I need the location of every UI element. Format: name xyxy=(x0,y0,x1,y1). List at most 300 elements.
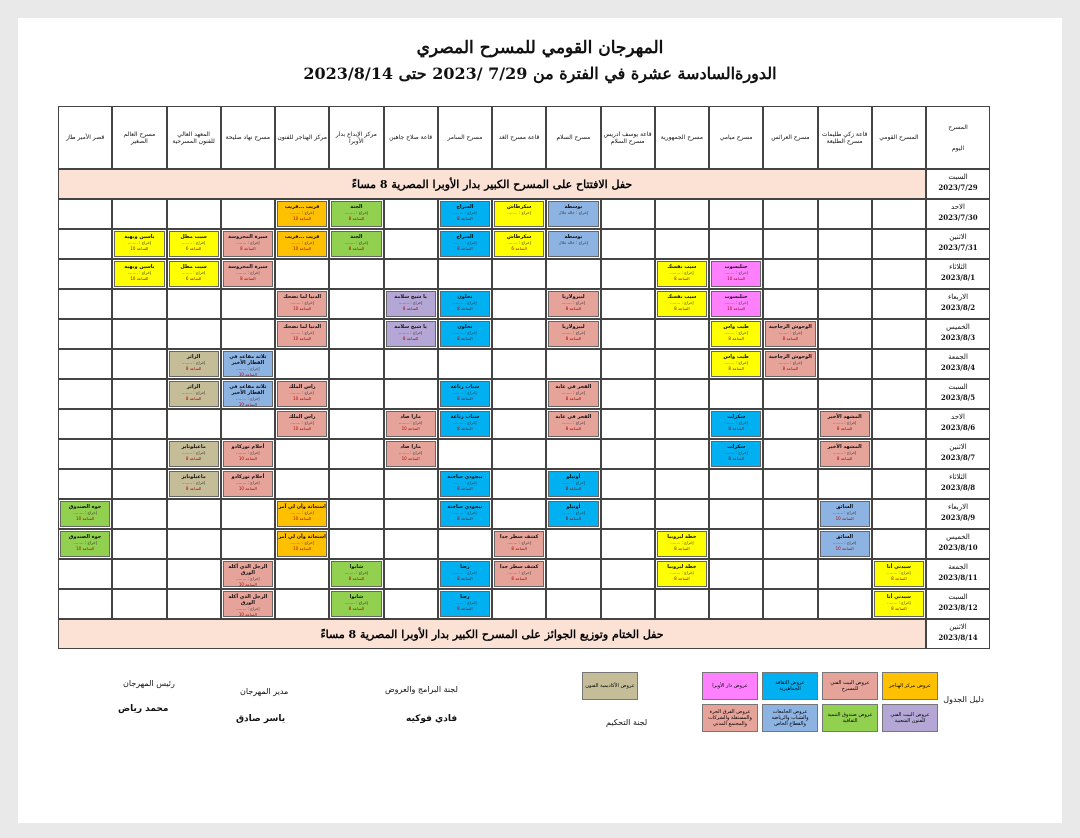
performance-director: إخراج : ........ xyxy=(453,570,477,575)
performance-time: الساعة 10 xyxy=(238,582,257,587)
empty-cell xyxy=(546,439,600,469)
performance-time: الساعة 8 xyxy=(782,336,799,341)
performance-cell xyxy=(548,201,598,227)
performance-cell xyxy=(711,321,761,347)
empty-cell xyxy=(709,499,763,529)
performance-time: الساعة 10 xyxy=(76,546,95,551)
empty-cell xyxy=(818,229,872,259)
empty-cell xyxy=(601,379,655,409)
performance-title: ماغيلونايز xyxy=(181,474,206,480)
president-name: محمد رياض xyxy=(118,704,169,714)
day-date: 2023/8/10 xyxy=(938,543,978,552)
performance-title: سيدتي أنا xyxy=(886,564,911,570)
performance-cell xyxy=(494,561,544,587)
performance-title: سكرطاش xyxy=(506,204,532,210)
performance-director: إخراج : ........ xyxy=(832,420,857,425)
performance-cell xyxy=(440,501,490,527)
empty-cell xyxy=(112,319,166,349)
performance-time: الساعة 8 xyxy=(565,426,582,431)
performance-time: الساعة 10 xyxy=(293,516,312,521)
day-name: الجمعة xyxy=(948,353,968,361)
performance-time: الساعة 8 xyxy=(457,246,473,251)
performance-time: الساعة 10 xyxy=(130,246,149,251)
performance-title: سناب رتاعة xyxy=(450,414,480,420)
empty-cell xyxy=(492,439,546,469)
empty-cell xyxy=(167,559,221,589)
venue-header: مركز الإبداع بدار الأوبرا xyxy=(329,106,383,169)
empty-cell xyxy=(492,379,546,409)
empty-cell xyxy=(546,589,600,619)
day-cell xyxy=(926,319,990,349)
performance-time: الساعة 8 xyxy=(185,366,202,371)
empty-cell xyxy=(872,349,926,379)
corner-venue-label: المسرح xyxy=(948,123,968,131)
day-name: الخميس xyxy=(946,323,970,331)
empty-cell xyxy=(872,379,926,409)
empty-cell xyxy=(709,199,763,229)
performance-director: إخراج : ........ xyxy=(127,240,152,245)
day-name: الاثنين xyxy=(949,443,967,451)
legend-item: عروض الجامعات والشباب والرياضة والقطاع الخاص xyxy=(762,704,818,732)
empty-cell xyxy=(709,529,763,559)
performance-cell xyxy=(548,321,598,347)
performance-cell xyxy=(386,411,436,437)
empty-cell xyxy=(763,589,817,619)
day-cell xyxy=(926,199,990,229)
empty-cell xyxy=(384,589,438,619)
performance-cell xyxy=(277,501,327,527)
performance-title: خطة ليروبيا xyxy=(667,564,697,570)
empty-cell xyxy=(275,559,329,589)
empty-cell xyxy=(167,499,221,529)
empty-cell xyxy=(818,589,872,619)
empty-cell xyxy=(601,499,655,529)
performance-title: سناب رتاعة xyxy=(450,384,480,390)
performance-time: الساعة 8 xyxy=(457,606,473,611)
performance-time: الساعة 10 xyxy=(293,246,312,251)
performance-director: إخراج : ........ xyxy=(290,540,314,545)
empty-cell xyxy=(384,199,438,229)
empty-cell xyxy=(601,199,655,229)
empty-cell xyxy=(763,499,817,529)
performance-cell xyxy=(223,381,273,407)
day-date: 2023/8/2 xyxy=(940,303,976,312)
empty-cell xyxy=(112,589,166,619)
day-cell xyxy=(926,349,990,379)
empty-cell xyxy=(221,289,275,319)
performance-title: بيجودي ساخنة xyxy=(447,474,483,480)
performance-cell xyxy=(223,261,273,287)
performance-director: إخراج : ........ xyxy=(398,300,423,305)
performance-time: الساعة 10 xyxy=(293,546,312,551)
legend-item: عروض الأكاديمية الفنون xyxy=(582,672,638,700)
performance-director: إخراج : ........ xyxy=(181,270,206,275)
empty-cell xyxy=(384,469,438,499)
performance-title: خطة ليروبيا xyxy=(667,534,697,540)
legend-item: عروض الثقافة الجماهيرية xyxy=(762,672,818,700)
day-name: الاربعاء xyxy=(947,293,969,301)
day-cell xyxy=(926,379,990,409)
empty-cell xyxy=(872,439,926,469)
empty-cell xyxy=(655,379,709,409)
performance-director: إخراج : ........ xyxy=(181,240,206,245)
performance-cell xyxy=(331,231,381,257)
performance-title: تخلون xyxy=(457,294,473,300)
opening-band: حفل الافتتاح على المسرح الكبير بدار الأوبرا المصرية 8 مساءً xyxy=(58,169,926,199)
performance-cell xyxy=(548,291,598,317)
performance-time: الساعة 10 xyxy=(76,516,95,521)
venue-header: المعهد العالي للفنون المسرحية xyxy=(167,106,221,169)
empty-cell xyxy=(601,439,655,469)
empty-cell xyxy=(818,319,872,349)
performance-title: مارا صاد xyxy=(400,444,421,450)
empty-cell xyxy=(384,499,438,529)
performance-cell xyxy=(223,441,273,467)
performance-time: الساعة 8 xyxy=(891,606,907,611)
festival-title: المهرجان القومي للمسرح المصري xyxy=(416,38,664,58)
performance-director: إخراج : ........ xyxy=(236,576,260,581)
performance-title: الفجر في غابة xyxy=(555,384,592,390)
program-committee-name: فادي فوكيه xyxy=(406,714,458,724)
performance-cell xyxy=(820,411,870,437)
performance-cell xyxy=(114,261,164,287)
day-date: 2023/8/14 xyxy=(938,633,978,642)
performance-title: سيب نفسك xyxy=(667,294,697,300)
empty-cell xyxy=(112,469,166,499)
performance-director: إخراج : ........ xyxy=(453,240,477,245)
performance-title: أحلام ثوركادو xyxy=(231,474,265,480)
empty-cell xyxy=(112,289,166,319)
empty-cell xyxy=(709,559,763,589)
empty-cell xyxy=(872,409,926,439)
day-date: 2023/8/1 xyxy=(940,273,976,282)
venue-header: مسرح نهاد صليحة xyxy=(221,106,275,169)
empty-cell xyxy=(601,469,655,499)
performance-cell xyxy=(548,471,598,497)
performance-title: الجنة xyxy=(350,204,363,210)
empty-cell xyxy=(221,499,275,529)
empty-cell xyxy=(492,589,546,619)
performance-cell xyxy=(440,561,490,587)
performance-cell xyxy=(169,351,219,377)
venue-header: مركز الهناجر للفنون xyxy=(275,106,329,169)
performance-director: إخراج : ........ xyxy=(561,420,586,425)
performance-title: جوة الصندوق xyxy=(68,504,102,510)
performance-director: إخراج : ........ xyxy=(670,270,694,275)
performance-director: إخراج : ........ xyxy=(73,540,97,545)
empty-cell xyxy=(492,259,546,289)
empty-cell xyxy=(112,199,166,229)
performance-director: إخراج : ........ xyxy=(561,510,586,515)
performance-time: الساعة 8 xyxy=(402,306,419,311)
empty-cell xyxy=(818,379,872,409)
performance-time: الساعة 8 xyxy=(674,276,690,281)
day-cell xyxy=(926,529,990,559)
performance-time: الساعة 10 xyxy=(401,426,420,431)
performance-cell xyxy=(223,351,273,377)
empty-cell xyxy=(818,289,872,319)
performance-time: الساعة 8 xyxy=(402,336,419,341)
venue-header: قاعة صلاح جاهين xyxy=(384,106,438,169)
performance-time: الساعة 8 xyxy=(728,366,744,371)
performance-director: إخراج : ........ xyxy=(236,480,260,485)
performance-time: الساعة 10 xyxy=(293,306,312,311)
day-date: 2023/8/12 xyxy=(938,603,978,612)
empty-cell xyxy=(655,349,709,379)
performance-title: المشهد الأخير xyxy=(827,444,862,450)
performance-director: إخراج : ........ xyxy=(507,210,531,215)
performance-cell xyxy=(548,381,598,407)
day-cell xyxy=(926,559,990,589)
performance-cell xyxy=(548,501,598,527)
performance-director: إخراج : ........ xyxy=(290,510,314,515)
performance-director: إخراج : ........ xyxy=(290,240,314,245)
empty-cell xyxy=(872,229,926,259)
performance-director: إخراج : ........ xyxy=(724,270,748,275)
performance-cell xyxy=(440,201,490,227)
legend-item: عروض البيت الفني للفنون الشعبية xyxy=(882,704,938,732)
performance-cell xyxy=(277,321,327,347)
empty-cell xyxy=(58,379,112,409)
performance-title: بوسطة xyxy=(564,204,583,210)
performance-director: إخراج : ........ xyxy=(236,396,260,401)
performance-director: إخراج : ........ xyxy=(181,360,206,365)
empty-cell xyxy=(58,199,112,229)
performance-director: إخراج : ........ xyxy=(290,330,314,335)
day-date: 2023/8/11 xyxy=(938,573,978,582)
empty-cell xyxy=(655,469,709,499)
empty-cell xyxy=(112,409,166,439)
performance-director: إخراج : ........ xyxy=(832,540,857,545)
performance-title: سكرطاش xyxy=(506,234,532,240)
performance-title: راس الملك xyxy=(288,414,316,420)
empty-cell xyxy=(872,529,926,559)
empty-cell xyxy=(655,589,709,619)
empty-cell xyxy=(275,469,329,499)
performance-time: الساعة 10 xyxy=(238,456,257,461)
performance-director: إخراج : ........ xyxy=(398,450,423,455)
empty-cell xyxy=(275,349,329,379)
performance-director: إخراج : ........ xyxy=(290,300,314,305)
performance-cell xyxy=(820,531,870,557)
performance-title: شابوا xyxy=(349,564,364,570)
day-cell xyxy=(926,439,990,469)
performance-title: الرجل الذي أكله الورق xyxy=(228,564,268,576)
performance-director: إخراج : ........ xyxy=(561,480,586,485)
performance-time: الساعة 10 xyxy=(835,516,854,521)
empty-cell xyxy=(58,319,112,349)
performance-time: الساعة 8 xyxy=(185,486,202,491)
performance-director: إخراج : ........ xyxy=(724,330,748,335)
empty-cell xyxy=(709,589,763,619)
empty-cell xyxy=(329,319,383,349)
empty-cell xyxy=(329,379,383,409)
empty-cell xyxy=(329,409,383,439)
empty-cell xyxy=(492,499,546,529)
empty-cell xyxy=(818,469,872,499)
venue-header: مسرح الجمهورية xyxy=(655,106,709,169)
empty-cell xyxy=(221,319,275,349)
empty-cell xyxy=(655,319,709,349)
performance-cell xyxy=(169,231,219,257)
empty-cell xyxy=(58,289,112,319)
empty-cell xyxy=(275,259,329,289)
performance-director: إخراج : ........ xyxy=(670,300,694,305)
performance-title: سيت مطل xyxy=(180,234,207,240)
performance-cell xyxy=(874,561,924,587)
performance-title: سيرة المحروسة xyxy=(228,234,268,240)
performance-title: أوتيلو xyxy=(566,504,581,510)
performance-time: الساعة 8 xyxy=(457,486,473,491)
performance-director: إخراج : ........ xyxy=(236,606,260,611)
empty-cell xyxy=(763,289,817,319)
empty-cell xyxy=(167,319,221,349)
performance-director: إخراج : ........ xyxy=(507,570,531,575)
performance-title: سيب نفسك xyxy=(667,264,697,270)
empty-cell xyxy=(709,379,763,409)
day-cell xyxy=(926,589,990,619)
empty-cell xyxy=(763,259,817,289)
performance-title: حتلبسوت xyxy=(724,294,748,300)
performance-title: تخلون xyxy=(457,324,473,330)
performance-director: إخراج : ........ xyxy=(561,330,586,335)
day-cell xyxy=(926,469,990,499)
performance-title: السراج xyxy=(456,204,474,210)
performance-director: إخراج : ........ xyxy=(398,420,423,425)
empty-cell xyxy=(438,349,492,379)
empty-cell xyxy=(655,439,709,469)
performance-cell xyxy=(386,291,436,317)
performance-time: الساعة 8 xyxy=(565,396,582,401)
performance-time: الساعة 10 xyxy=(401,456,420,461)
performance-title: طيب واس xyxy=(723,354,749,360)
performance-cell xyxy=(440,231,490,257)
performance-title: راس الملك xyxy=(288,384,316,390)
performance-time: الساعة 10 xyxy=(238,372,257,377)
performance-cell xyxy=(440,411,490,437)
performance-time: الساعة 8 xyxy=(674,576,690,581)
venue-header: قاعة مسرح الغد xyxy=(492,106,546,169)
venue-header: قاعة يوسف ادريس مسرح السلام xyxy=(601,106,655,169)
empty-cell xyxy=(601,409,655,439)
performance-time: الساعة 8 xyxy=(674,546,690,551)
performance-cell xyxy=(331,591,381,617)
performance-director: إخراج : ........ xyxy=(453,420,477,425)
empty-cell xyxy=(655,499,709,529)
performance-director: إخراج : ........ xyxy=(127,270,152,275)
empty-cell xyxy=(818,199,872,229)
empty-cell xyxy=(655,199,709,229)
day-date: 2023/8/7 xyxy=(940,453,976,462)
empty-cell xyxy=(384,259,438,289)
legend-item: عروض دار الأوبرا xyxy=(702,672,758,700)
performance-time: الساعة 8 xyxy=(348,246,365,251)
performance-time: الساعة 8 xyxy=(782,366,799,371)
day-name: الاحد xyxy=(951,203,965,211)
day-name: الجمعة xyxy=(948,563,968,571)
performance-cell xyxy=(548,411,598,437)
empty-cell xyxy=(384,529,438,559)
performance-title: السراج xyxy=(456,234,474,240)
empty-cell xyxy=(438,439,492,469)
day-date: 2023/8/9 xyxy=(940,513,976,522)
day-name: السبت xyxy=(948,173,968,181)
empty-cell xyxy=(763,199,817,229)
empty-cell xyxy=(601,589,655,619)
performance-title: سكرلت xyxy=(727,444,746,450)
empty-cell xyxy=(167,529,221,559)
performance-title: الزائر xyxy=(186,354,201,360)
performance-time: الساعة 8 xyxy=(565,336,582,341)
day-name: الثلاثاء xyxy=(949,263,967,271)
performance-time: الساعة 10 xyxy=(293,216,312,221)
day-cell xyxy=(926,499,990,529)
venue-header: مسرح السامر xyxy=(438,106,492,169)
performance-cell xyxy=(494,201,544,227)
empty-cell xyxy=(167,589,221,619)
empty-cell xyxy=(384,349,438,379)
empty-cell xyxy=(818,559,872,589)
empty-cell xyxy=(112,559,166,589)
performance-cell xyxy=(223,471,273,497)
performance-time: الساعة 8 xyxy=(728,426,744,431)
performance-time: الساعة 8 xyxy=(891,576,907,581)
performance-title: السائق xyxy=(836,534,854,540)
legend-title: دليل الجدول xyxy=(943,695,984,704)
empty-cell xyxy=(709,229,763,259)
performance-cell xyxy=(711,441,761,467)
performance-director: إخراج : ........ xyxy=(344,600,369,605)
performance-title: بوسطة xyxy=(564,234,583,240)
day-cell xyxy=(926,229,990,259)
performance-cell xyxy=(223,591,273,617)
performance-cell xyxy=(765,351,815,377)
day-date: 2023/8/3 xyxy=(940,333,976,342)
performance-director: إخراج : ........ xyxy=(832,510,857,515)
schedule-sheet xyxy=(18,18,1062,823)
performance-time: الساعة 8 xyxy=(836,426,853,431)
performance-time: الساعة 8 xyxy=(185,396,202,401)
performance-time: الساعة 6 xyxy=(185,276,202,281)
performance-time: الساعة 8 xyxy=(457,576,473,581)
performance-title: لبيزولاريا xyxy=(562,294,585,300)
performance-title: ثلاثة مقاعد في القطار الأخير xyxy=(229,354,267,366)
performance-time: الساعة 8 xyxy=(348,216,365,221)
performance-director: إخراج : ........ xyxy=(236,450,260,455)
empty-cell xyxy=(601,349,655,379)
performance-time: الساعة 8 xyxy=(457,306,473,311)
performance-director: إخراج : ........ xyxy=(453,480,477,485)
performance-cell xyxy=(277,411,327,437)
empty-cell xyxy=(492,289,546,319)
empty-cell xyxy=(492,319,546,349)
performance-director: إخراج : ........ xyxy=(236,366,260,371)
empty-cell xyxy=(112,379,166,409)
empty-cell xyxy=(492,349,546,379)
performance-director: إخراج : ........ xyxy=(73,510,97,515)
performance-director: إخراج : ........ xyxy=(453,330,477,335)
empty-cell xyxy=(329,439,383,469)
performance-cell xyxy=(169,381,219,407)
performance-title: حتلبسوت xyxy=(724,264,748,270)
performance-cell xyxy=(277,231,327,257)
president-label: رئيس المهرجان xyxy=(123,679,175,688)
performance-title: سيدتي أنا xyxy=(886,594,911,600)
empty-cell xyxy=(112,529,166,559)
empty-cell xyxy=(221,409,275,439)
empty-cell xyxy=(167,409,221,439)
performance-title: كشف سطر جدا xyxy=(499,564,539,570)
